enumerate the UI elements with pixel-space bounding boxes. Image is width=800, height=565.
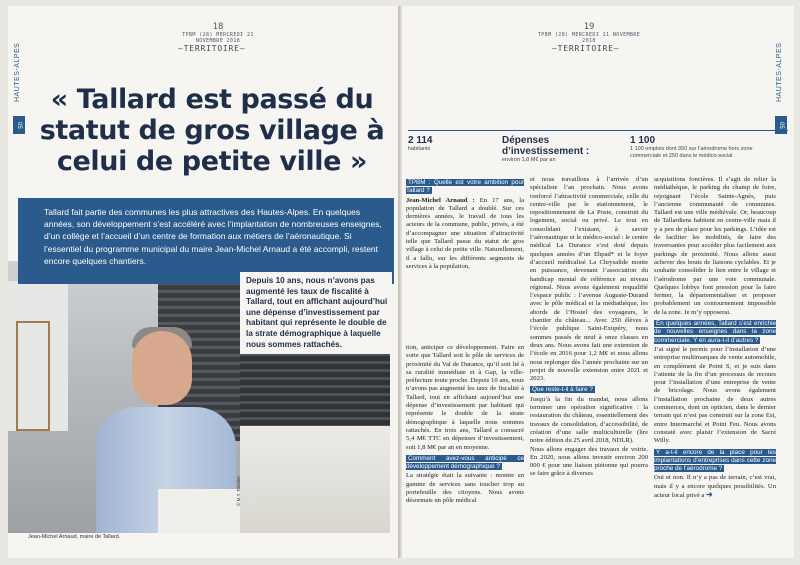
article-column-1b (406, 344, 524, 506)
side-label: HAUTES-ALPES (14, 42, 21, 102)
key-figures (408, 130, 788, 170)
stat-value: Dépenses d’investissement : (502, 135, 590, 157)
article-column-2 (530, 176, 648, 479)
page-number: 18 (212, 22, 224, 32)
question: Comment avez-vous anticipé ce développement démographique ? (406, 454, 524, 471)
stat-value: 1 100 (630, 135, 656, 146)
right-folio (534, 22, 644, 44)
paragraph-text: Oui et non. Il n’y a pas de terrain, c’est vrai, mais il y a encore quelques possibilités. Un acteur local privé a (654, 474, 776, 499)
issue-meta: TPBM (28) MERCREDI 21 NOVEMBRE 2018 (537, 32, 641, 44)
paragraph: J’ai signé le permis pour l’installation d’une entreprise multimarques de vente automobile, en complément de Point S, et je suis dans l’attente de la fin d’un processus de recours pour l’installation d’une entreprise de vente de bricolage. Nous avons également l’installation prochaine de deux autres commerces, dont un opticien, dans le dernier terrain qui n’est pas construit sur la zone Est, entre Intermarché et Point Feu. Nous avons constaté avec plaisir l’extension de Sacré Willy. (654, 345, 776, 445)
left-page (8, 6, 398, 558)
paragraph: Nous allons engager des travaux de voirie. En 2020, nous allons investir environ 200 000 € pour une liaison piétonne qui pourra se faire grâce à diverses (530, 445, 648, 478)
paragraph: acquisitions foncières. Il s’agit de relier la médiathèque, le parking du champ de foire, rejoignant l’école Sainte-Agnès, puis l’ancienne communauté de communes. Tallard est une ville médiévale. Or, beaucoup de Tallardiens habitent en centre-ville mais il y a peu de place pour les parkings. L’idée est de faciliter les mobilités, de faire des traversantes pour accéder plus facilement aux parkings de proximité. Nous allons aussi achever des bouts de liaisons cyclables. Et je souhaite consolider le lien entre le village et l’aérodrome par une voie communale. Quelques lobbys font pression pour la faire fermer, la départementaliser et proposer probablement un contournement impossible de la zone. Je m’y opposerai. (654, 176, 776, 316)
continue-arrow-icon: ➜ (706, 489, 713, 499)
question: Y a-t-il encore de la place pour les implantations d’entreprises dans cette zone proche de l’aérodrome ? (654, 448, 776, 473)
pull-quote: Depuis 10 ans, nous n’avons pas augmenté les taux de fiscalité à Tallard, tout en affichant aujourd’hui une dépense d’investissement par habitant qui représente le double de la strate démographique à laquelle nous sommes rattachés. (240, 272, 392, 354)
photo-face (132, 331, 192, 405)
question: TPBM : Quelle est votre ambition pour Tallard ? (406, 179, 524, 195)
article-column-1 (406, 176, 524, 271)
paragraph (654, 474, 776, 500)
paragraph: et nous travaillons à l’arrivée d’un spécialiste l’an prochain. Nous avons renforcé l’attractivité commerciale, celle du centre-ville par le stationnement, le repositionnement de La Poste, construit du logement, social ou privé. Le tout en consolidant l’existant, à savoir l’aéronautique et le médico-social : le centre médical La Durance s’est doté depuis quelques années d’un Ehpad* et le foyer d’accueil médicalisé La Chrysalide monte en puissance, devenant l’association du handicap mental de référence au niveau régional. Nous avons également requalifié l’espace public : l’avenue Auguste-Durand avec le pôle médical et la médiathèque, les abords de l’Hostel des voyageurs, le chantier du château... Avec 250 élèves à l’école publique Saint-Exupéry, nous sommes passés de neuf à onze classes en deux ans. Nous avons fait une extension de l’école en 2016 pour 1,2 M€ et nous allons nous replonger dès l’année prochaine sur un projet de nouvelle extension entre 2021 et 2023. (530, 176, 648, 383)
stat-investment (502, 135, 622, 164)
photo-shelf (16, 321, 50, 431)
paragraph (406, 197, 524, 272)
side-page-badge: 05 (775, 116, 787, 134)
side-page-badge: 05 (13, 116, 25, 134)
section-label: –TERRITOIRE– (552, 44, 620, 53)
stat-desc: 1 100 emplois dont 350 sur l’aérodrome hors zone commerciale et 250 dans le médico-social (630, 146, 753, 159)
paragraph: La stratégie était la suivante : monter en gamme de services sans toucher trop au portefeuille des citoyens. Nous avons désormais un pôle médical (406, 472, 524, 505)
issue-meta: TPBM (28) MERCREDI 21 NOVEMBRE 2018 (182, 32, 254, 44)
section-label: –TERRITOIRE– (178, 44, 246, 53)
photo-table (158, 489, 240, 533)
paragraph: tion, anticiper ce développement. Faire en sorte que Tallard soit le pôle de services de proximité du Val de Durance, qu’il soit lié à sa ruralité immédiate et à Gap, la ville-préfecture toute proche. Depuis 10 ans, nous n’avons pas augmenté les taux de fiscalité à Tallard, tout en affichant aujourd’hui une dépense d’investissement par habitant qui représente le double de la strate démographique à laquelle nous sommes rattachés. En trois ans, Tallard a consacré 5,4 M€ TTC en dépenses d’investissement, soit 1,8 M€ par an en moyenne. (406, 344, 524, 451)
article-column-3 (654, 176, 776, 500)
headline: « Tallard est passé du statut de gros village à celui de petite ville » (39, 84, 385, 177)
right-page (402, 6, 794, 558)
stat-desc: environ 1,8 M€ par an (502, 157, 556, 163)
stat-desc: habitants (408, 146, 431, 152)
left-folio (168, 22, 268, 44)
stat-value: 2 114 (408, 135, 433, 146)
intro-box: Tallard fait partie des communes les plus attractives des Hautes-Alpes. En quelques années, son développement s’est accéléré avec l’implantation de nombreuses enseignes, d’un collège et l’accueil d’un centre de formation aux métiers de l’aéronautique. Si l’essentiel du programme municipal du maire Jean-Michel Arnaud a été accompli, restent encore quelques chantiers. (18, 198, 394, 284)
page-number: 19 (583, 22, 595, 32)
paragraph: Jusqu’à la fin du mandat, nous allons terminer une opération significative : la restauration du château, essentiellement des travaux de consolidation, d’accessibilité, de création d’une salle multiculturelle (lire notre édition du 25 avril 2018, NDLR). (530, 395, 648, 445)
photo-credit: © M.T. Tocchet (236, 476, 241, 506)
side-tab (12, 42, 26, 156)
mayor-photo (8, 261, 240, 533)
side-label: HAUTES-ALPES (776, 42, 783, 102)
photo-caption: Jean-Michel Arnaud, maire de Tallard. (28, 534, 121, 540)
question: En quelques années, Tallard s’est enrichie de nouvelles enseignes dans la zone commerciale. Y en aura-t-il d’autres ? (654, 320, 776, 344)
stat-population (408, 135, 498, 153)
speaker-label: Jean-Michel Arnaud : (406, 196, 475, 204)
paragraph-text: En 17 ans, la population de Tallard a doublé. Sur ces dernières années, le travail de tous les acteurs de la commune, public, privés, a été d’accompagner une situation d’attractivité telle que Tallard passe du statut de gros village à celui de petite ville. Naturellement, il a fallu, sur les différents segments de services à la population, (406, 196, 524, 270)
stat-jobs (630, 135, 780, 160)
photo-table-right (240, 426, 390, 533)
question: Que reste-t-il à faire ? (532, 386, 593, 394)
